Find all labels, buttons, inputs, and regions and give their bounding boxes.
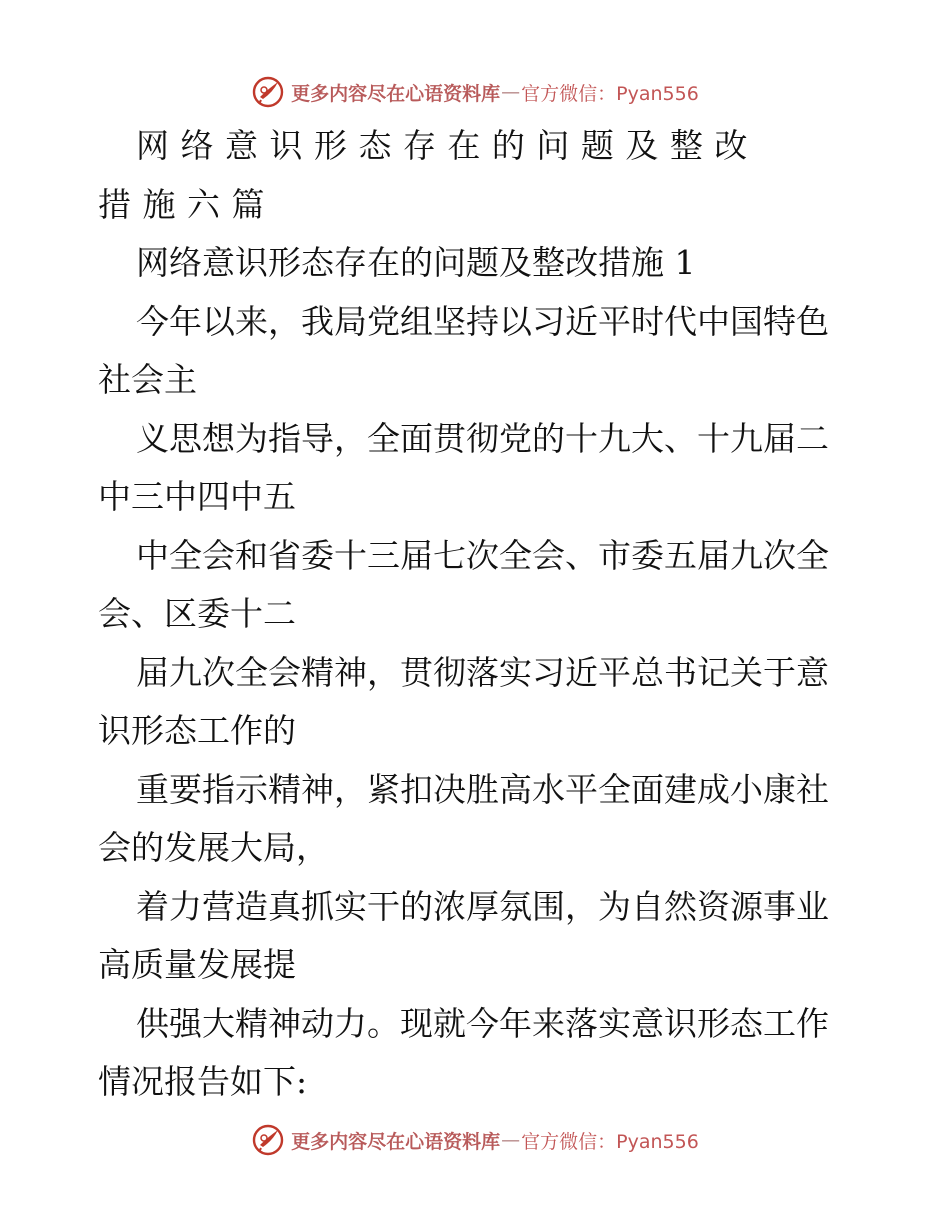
document-title-line-2: 措 施 六 篇 [98,184,265,224]
watermark-dash: — [501,1129,521,1151]
feather-book-logo-icon [251,1123,285,1157]
document-text-line: 会的发展大局， [98,828,329,867]
document-text-line: 义思想为指导，全面贯彻党的十九大、十九届二 [136,418,829,458]
document-text-line: 中三中四中五 [98,477,296,516]
document-text-line: 社会主 [98,360,197,399]
document-text-line: 供强大精神动力。现就今年来落实意识形态工作 [136,1003,829,1043]
document-text-line: 中全会和省委十三届七次全会、市委五届九次全 [136,535,829,575]
document-text-line: 届九次全会精神，贯彻落实习近平总书记关于意 [136,652,829,692]
watermark-wechat: 官方微信：Pyan556 [521,82,699,105]
document-text-line: 今年以来，我局党组坚持以习近平时代中国特色 [136,301,829,341]
watermark-site-name: 更多内容尽在心语资料库 [291,82,501,105]
document-subtitle: 网络意识形态存在的问题及整改措施 1 [136,243,696,282]
footer-watermark [0,1120,950,1160]
document-text-line: 会、区委十二 [98,594,296,633]
watermark-wechat: 官方微信：Pyan556 [521,1130,699,1153]
document-text-line: 高质量发展提 [98,945,296,984]
document-text-line: 着力营造真抓实干的浓厚氛围，为自然资源事业 [136,886,829,926]
watermark-site-name: 更多内容尽在心语资料库 [291,1130,501,1153]
document-body [98,293,858,1112]
header-watermark [0,72,950,112]
document-text-line: 重要指示精神，紧扣决胜高水平全面建成小康社 [136,769,829,809]
document-text-line: 识形态工作的 [98,711,296,750]
document-title-line-1: 网 络 意 识 形 态 存 在 的 问 题 及 整 改 [136,126,748,165]
document-text-line: 情况报告如下: [98,1062,308,1101]
watermark-dash: — [501,81,521,103]
feather-book-logo-icon [251,75,285,109]
document-page [98,117,858,1112]
